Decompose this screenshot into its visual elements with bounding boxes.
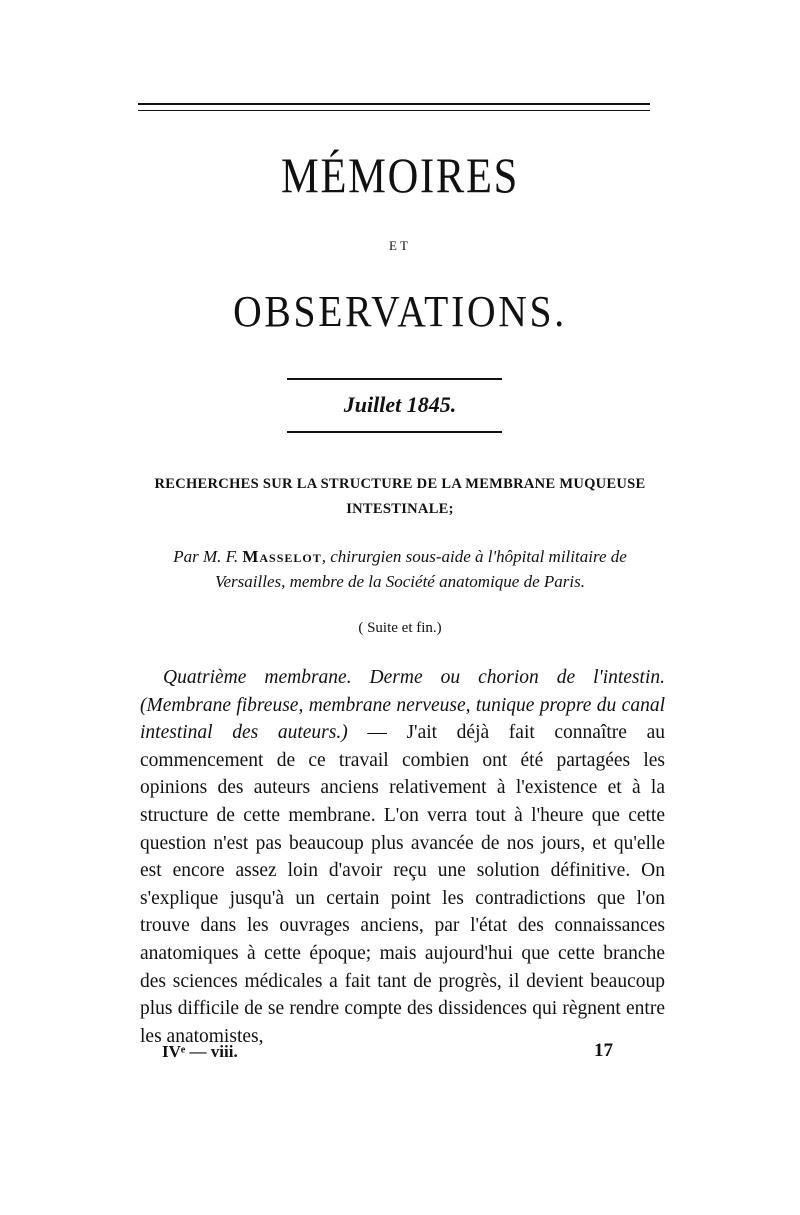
page-number: 17 — [594, 1040, 613, 1061]
date-rule-bottom — [287, 431, 502, 433]
section-heading-italic: Quatrième membrane. Derme ou chorion de l'intestin. (Membrane fibreuse, membrane nerveuse, tunique propre du canal intestinal des auteurs.) — [140, 667, 665, 744]
article-title: RECHERCHES SUR LA STRUCTURE DE LA MEMBRANE MUQUEUSE INTESTINALE; — [154, 476, 646, 517]
author-prefix: Par M. F. — [173, 547, 239, 566]
page-title: MÉMOIRES — [281, 147, 519, 203]
page-subtitle: OBSERVATIONS. — [233, 287, 567, 336]
author-name: Masselot — [242, 547, 322, 566]
signature-mark: IVᵉ — viii. — [162, 1042, 238, 1061]
body-text: — J'ait déjà fait connaître au commencement de ce travail combien ont été partagées les opinions des auteurs anciens relativement à l'existence et à la structure de cette membrane. L'on verra tout à l'heure que cette question n'est pas beaucoup plus avancée de nos jours, et qu'elle est encore assez loin d'avoir reçu une solution définitive. On s'explique jusqu'à un certain point les contradictions que l'on trouve dans les ouvrages anciens, par l'état des connaissances anatomiques à cette époque; mais aujourd'hui que cette branche des sciences médicales a fait tant de progrès, il devient beaucoup plus difficile de se rendre compte des dissidences qui règnent entre les anatomistes, — [140, 722, 665, 1047]
continuation-note: ( Suite et fin.) — [358, 620, 442, 636]
header-double-rule-top — [138, 103, 650, 105]
body-paragraph — [140, 664, 665, 1050]
author-line — [140, 544, 660, 594]
header-double-rule-bottom — [138, 110, 650, 111]
issue-date: Juillet 1845. — [343, 392, 457, 417]
author-affiliation: , chirurgien sous-aide à l'hôpital militaire de Versailles, membre de la Société anatomique de Paris. — [215, 547, 627, 591]
title-conjunction: ET — [389, 238, 411, 253]
date-rule-top — [287, 378, 502, 380]
